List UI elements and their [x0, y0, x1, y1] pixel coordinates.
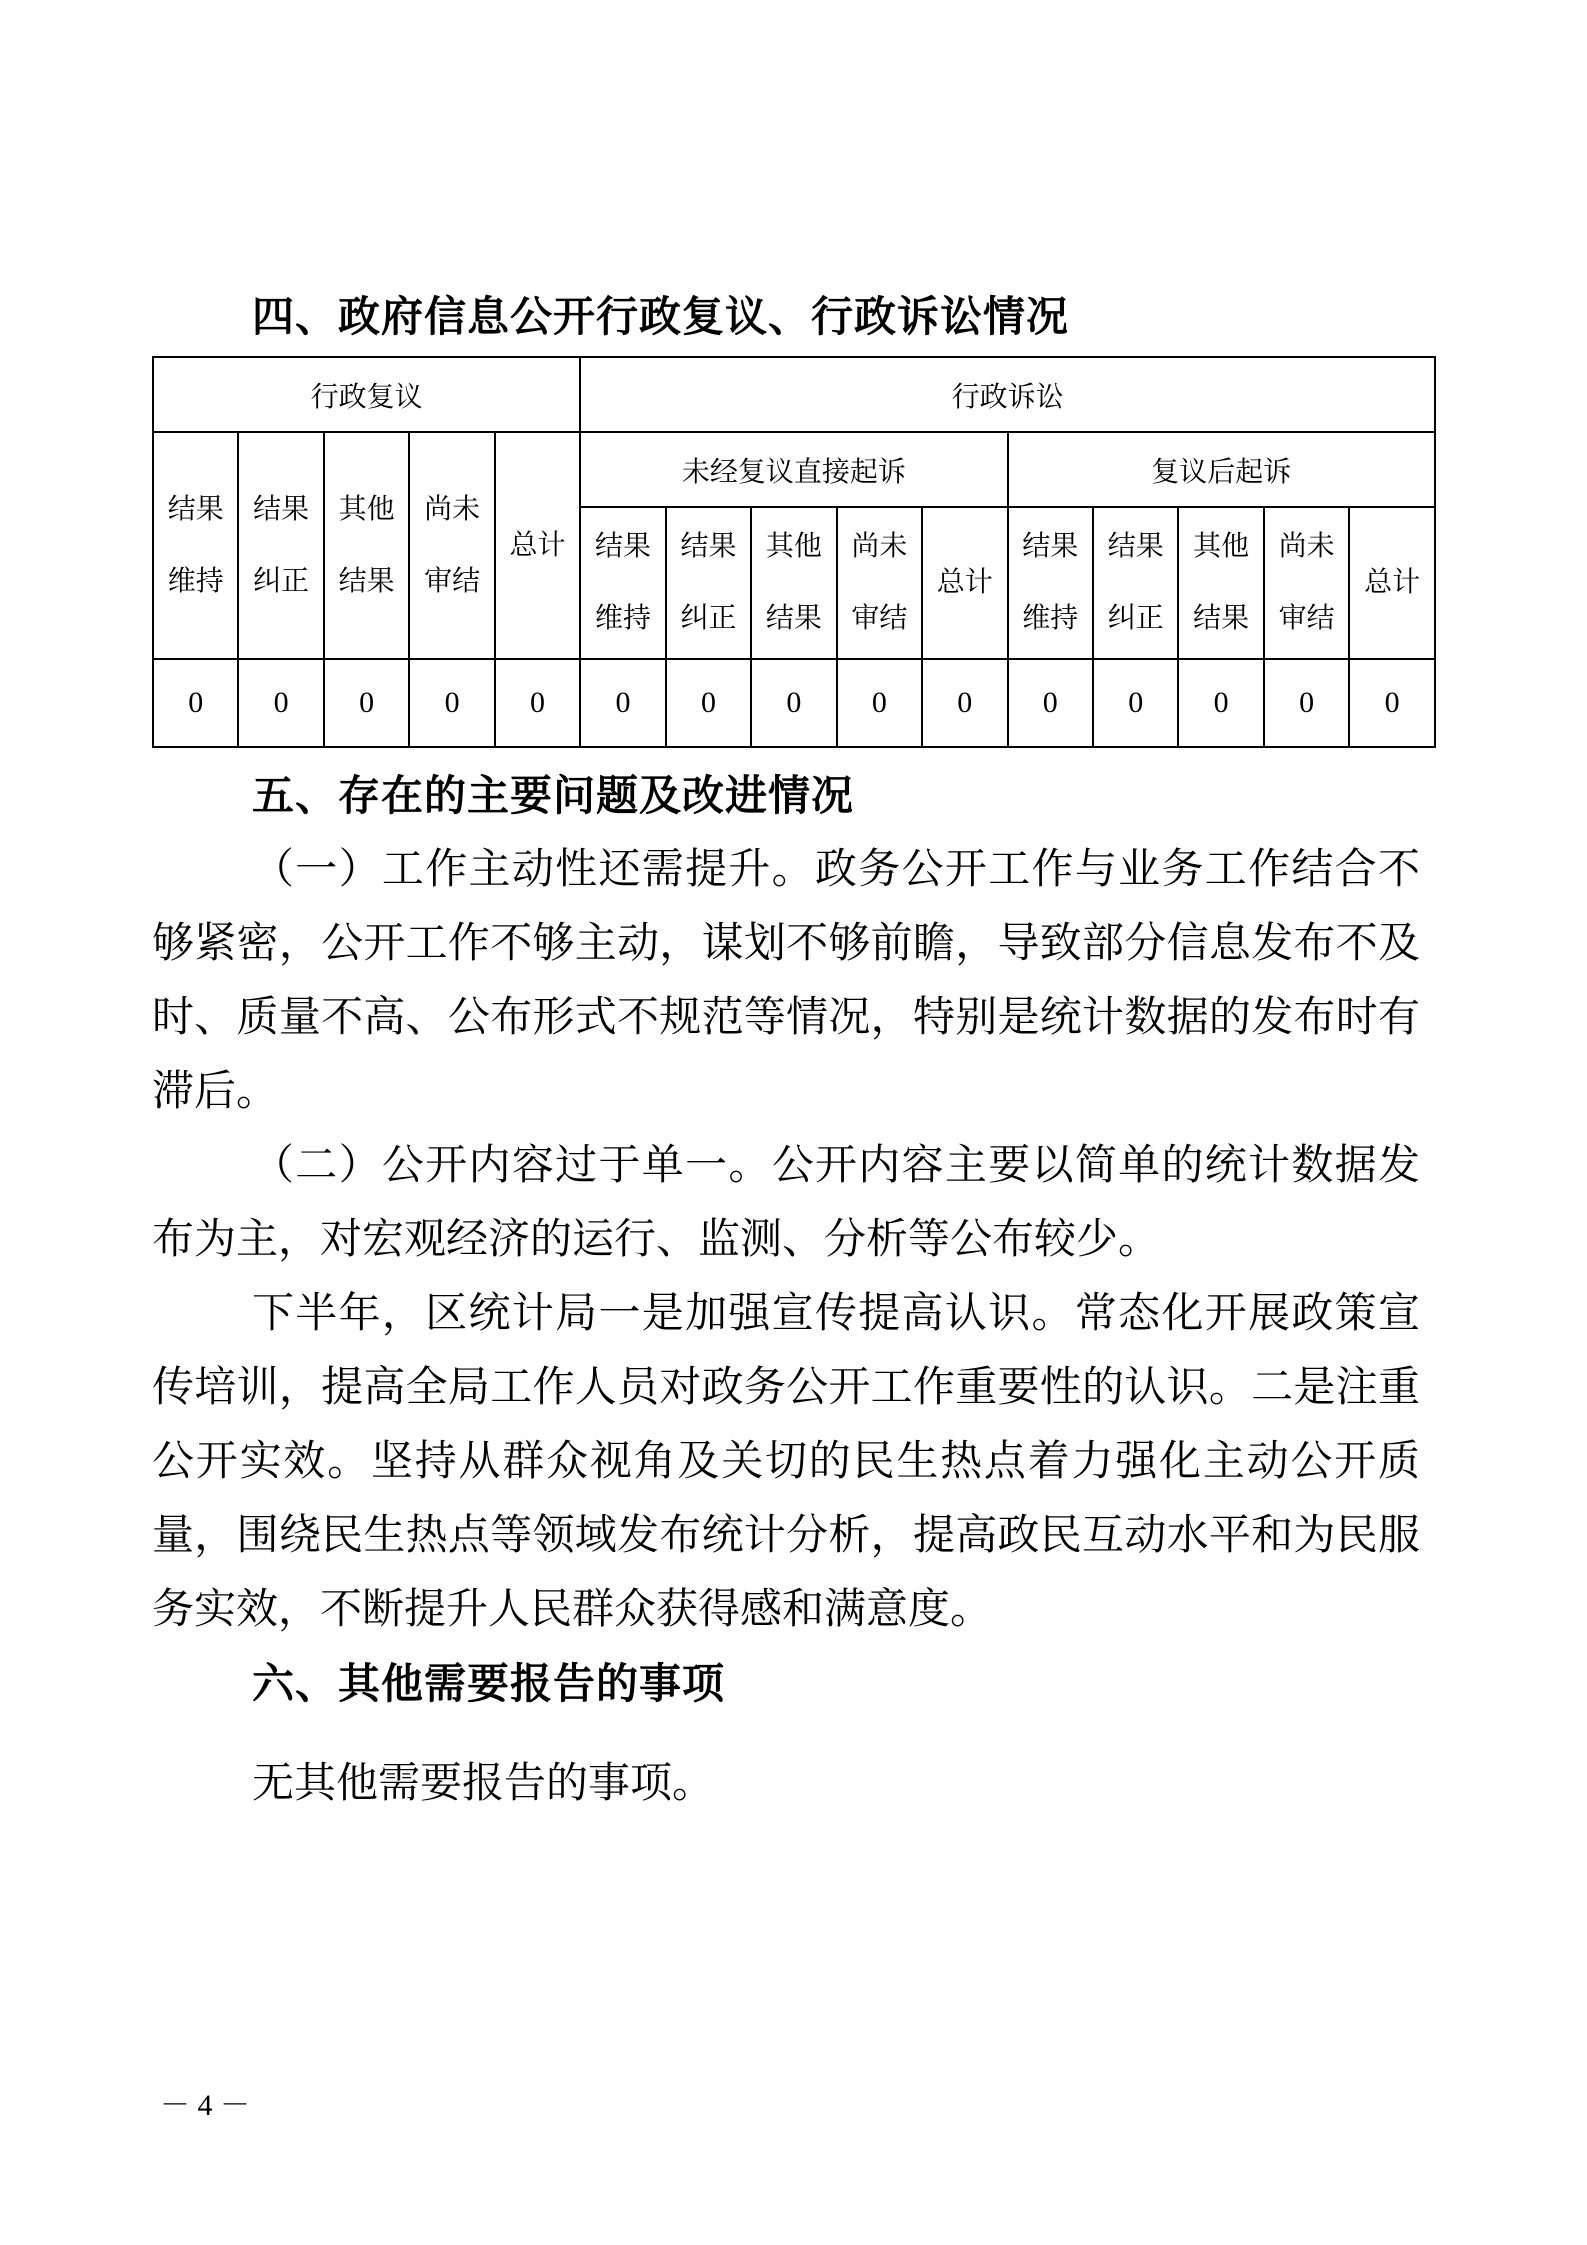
table-cell-value: 0 — [495, 659, 580, 747]
paragraph-problem-1 — [152, 833, 1420, 1129]
header-line: 结果 — [167, 493, 224, 525]
section5-heading: 五、存在的主要问题及改进情况 — [252, 772, 855, 819]
paragraph-other-items: 无其他需要报告的事项。 — [252, 1761, 715, 1807]
table-col-header-other-result — [324, 432, 409, 659]
header-line: 纠正 — [680, 603, 737, 634]
table-col-header-pending — [409, 432, 494, 659]
header-line: 结果 — [253, 493, 310, 525]
header-line: 结果 — [1107, 531, 1164, 562]
header-line: 尚未 — [1278, 531, 1335, 562]
header-line: 结果 — [1022, 531, 1079, 562]
paragraph-lead: （二）公开内容过于单一。 — [252, 1143, 772, 1189]
paragraph-improvement: 下半年，区统计局一是加强宣传提高认识。常态化开展政策宣传培训，提高全局工作人员对政务公开工作重要性的认识。二是注重公开实效。坚持从群众视角及关切的民生热点着力强化主动公开质量，围绕民生热点等领域发布统计分析，提高政民互动水平和为民服务实效，不断提升人民群众获得感和满意度。 — [152, 1291, 1420, 1633]
header-line: 结果 — [338, 565, 395, 597]
page-number: － 4 － — [160, 2089, 250, 2122]
header-line: 尚未 — [424, 493, 481, 525]
table-sub-group-direct-suit: 未经复议直接起诉 — [580, 432, 1007, 507]
table-col-header-result-upheld — [1008, 507, 1093, 659]
header-line: 总计 — [1364, 567, 1421, 598]
table-col-header-other-result — [1178, 507, 1263, 659]
header-line: 其他 — [338, 493, 395, 525]
header-line: 审结 — [424, 565, 481, 597]
paragraph-lead: （一）工作主动性还需提升。 — [252, 847, 815, 893]
header-line: 总计 — [509, 529, 566, 561]
header-line: 维持 — [167, 565, 224, 597]
table-cell-value: 0 — [153, 659, 238, 747]
header-line: 尚未 — [851, 531, 908, 562]
table-cell-value: 0 — [580, 659, 665, 747]
paragraph-text: 政务公开工作与业务工作结合不够紧密，公开工作不够主动，谋划不够前瞻，导致部分信息发布不及时、质量不高、公布形式不规范等情况，特别是统计数据的发布时有滞后。 — [152, 847, 1420, 1115]
table-col-header-result-corrected — [666, 507, 751, 659]
header-line: 结果 — [594, 531, 651, 562]
table-cell-value: 0 — [409, 659, 494, 747]
header-line: 维持 — [1022, 603, 1079, 634]
table-cell-value: 0 — [751, 659, 836, 747]
header-line: 其他 — [1193, 531, 1250, 562]
table-col-header-other-result — [751, 507, 836, 659]
header-line: 审结 — [1278, 603, 1335, 634]
header-line: 结果 — [1193, 603, 1250, 634]
table-cell-value: 0 — [1093, 659, 1178, 747]
table-col-header-pending — [1264, 507, 1349, 659]
header-line: 其他 — [765, 531, 822, 562]
table-cell-value: 0 — [1264, 659, 1349, 747]
table-col-header-result-upheld — [580, 507, 665, 659]
header-line: 纠正 — [1107, 603, 1164, 634]
table-cell-value: 0 — [1178, 659, 1263, 747]
section6-heading: 六、其他需要报告的事项 — [252, 1660, 726, 1707]
table-col-header-total — [1349, 507, 1435, 659]
body-text — [152, 759, 1420, 1821]
header-line: 审结 — [851, 603, 908, 634]
table-col-header-total — [922, 507, 1007, 659]
table-col-header-result-corrected — [1093, 507, 1178, 659]
table-cell-value: 0 — [922, 659, 1007, 747]
header-line: 总计 — [936, 567, 993, 598]
paragraph-problem-2 — [152, 1129, 1420, 1277]
table-group-administrative-review: 行政复议 — [153, 357, 580, 432]
table-cell-value: 0 — [666, 659, 751, 747]
section4-heading: 四、政府信息公开行政复议、行政诉讼情况 — [252, 293, 1070, 340]
table-col-header-pending — [837, 507, 922, 659]
table-group-administrative-litigation: 行政诉讼 — [580, 357, 1435, 432]
table-cell-value: 0 — [837, 659, 922, 747]
table-col-header-total — [495, 432, 580, 659]
table-cell-value: 0 — [1008, 659, 1093, 747]
paragraph-text: 公开内容主要以简单的统计数据发布为主，对宏观经济的运行、监测、分析等公布较少。 — [152, 1143, 1420, 1263]
review-litigation-table — [152, 356, 1436, 748]
table-sub-group-suit-after-review: 复议后起诉 — [1008, 432, 1435, 507]
header-line: 结果 — [680, 531, 737, 562]
table-cell-value: 0 — [238, 659, 323, 747]
table-col-header-result-upheld — [153, 432, 238, 659]
header-line: 纠正 — [253, 565, 310, 597]
header-line: 维持 — [594, 603, 651, 634]
table-cell-value: 0 — [1349, 659, 1435, 747]
table-cell-value: 0 — [324, 659, 409, 747]
table-col-header-result-corrected — [238, 432, 323, 659]
header-line: 结果 — [765, 603, 822, 634]
